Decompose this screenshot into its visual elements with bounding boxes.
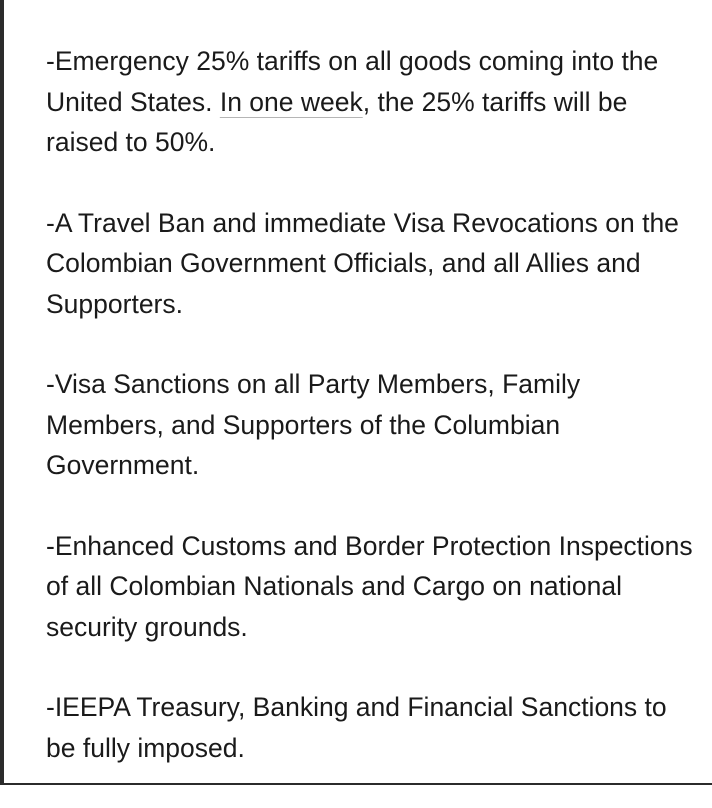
- paragraph-tariffs-text-start: -Emergency 25% tariffs on all goods coming into the United States.: [46, 46, 659, 117]
- paragraph-tariffs: [46, 41, 696, 163]
- paragraph-travel-ban: -A Travel Ban and immediate Visa Revocations on the Colombian Government Officials, and all Allies and Supporters.: [46, 207, 679, 319]
- document-body: [46, 41, 696, 808]
- left-border: [0, 0, 4, 785]
- in-one-week-link[interactable]: In one week: [219, 86, 363, 117]
- paragraph-ieepa-sanctions: -IEEPA Treasury, Banking and Financial Sanctions to be fully imposed.: [46, 692, 667, 763]
- paragraph-customs-inspections: -Enhanced Customs and Border Protection Inspections of all Colombian Nationals and Cargo on national security grounds.: [46, 530, 693, 642]
- paragraph-visa-sanctions: -Visa Sanctions on all Party Members, Family Members, and Supporters of the Columbian Government.: [46, 369, 581, 480]
- paragraph-tariffs-text-end: , the 25% tariffs will be raised to 50%.: [46, 86, 628, 157]
